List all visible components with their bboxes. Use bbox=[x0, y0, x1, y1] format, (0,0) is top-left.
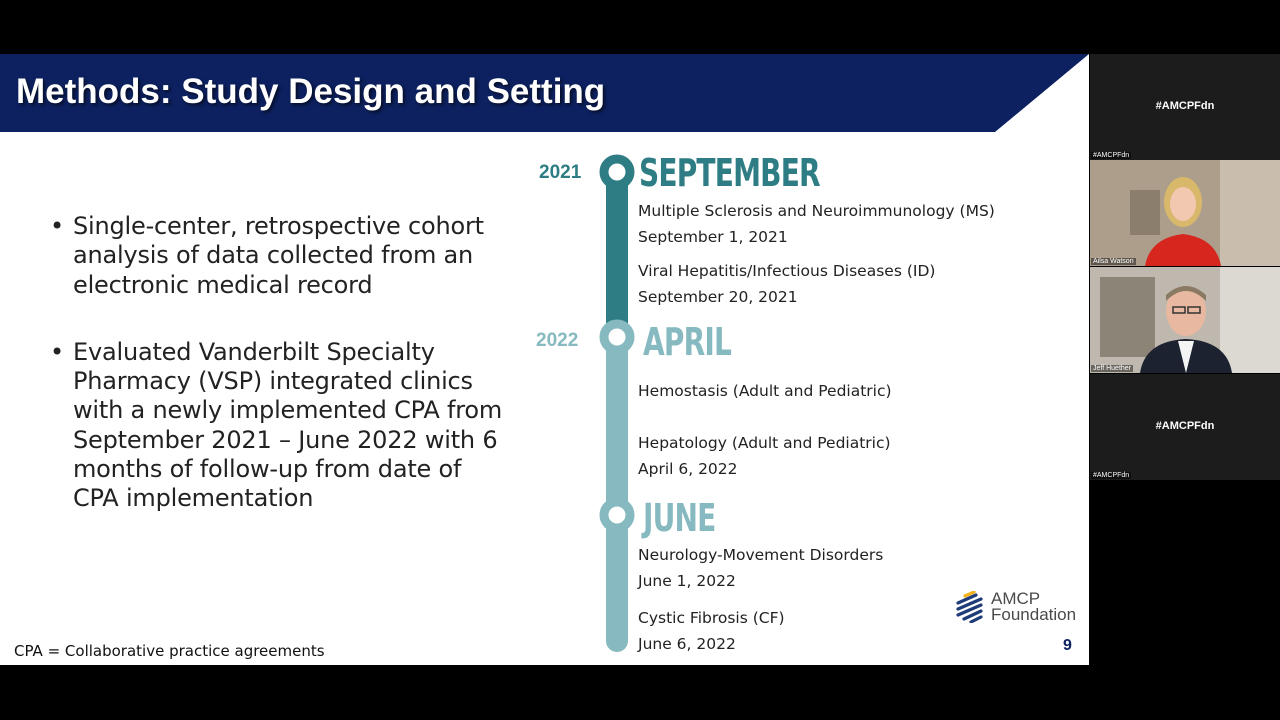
participant-tile[interactable] bbox=[1090, 374, 1280, 480]
timeline-bar bbox=[595, 152, 640, 662]
logo-line-foundation: Foundation bbox=[991, 605, 1077, 624]
bullet-text: Evaluated Vanderbilt Specialty Pharmacy (VSP) integrated clinics with a newly implemented CPA from September 2021 – June 2022 with 6 months of follow-up from date of CPA implementation bbox=[73, 337, 503, 513]
month-heading: APRIL bbox=[643, 320, 732, 364]
participant-video[interactable] bbox=[1090, 267, 1280, 373]
slide-title: Methods: Study Design and Setting bbox=[16, 72, 606, 111]
tile-hashtag: #AMCPFdn bbox=[1155, 100, 1215, 112]
clinic-name: Hemostasis (Adult and Pediatric) bbox=[638, 382, 892, 400]
participant-portrait bbox=[1090, 267, 1280, 373]
bullet-list bbox=[50, 212, 510, 552]
timeline-entry bbox=[638, 430, 891, 482]
launch-date: June 1, 2022 bbox=[638, 572, 736, 590]
bullet-marker: • bbox=[50, 337, 64, 366]
participant-panel bbox=[1090, 54, 1280, 481]
bullet-text: Single-center, retrospective cohort analysis of data collected from an electronic medical record bbox=[73, 212, 484, 299]
amcp-logo-icon bbox=[955, 591, 985, 623]
year-label: 2021 bbox=[539, 162, 582, 183]
launch-date: September 20, 2021 bbox=[638, 288, 798, 306]
timeline-entry bbox=[638, 605, 785, 657]
presentation-slide bbox=[0, 54, 1089, 665]
logo-line-amcp: AMCP bbox=[991, 589, 1041, 608]
tile-hashtag: #AMCPFdn bbox=[1155, 420, 1215, 432]
timeline-entry bbox=[638, 198, 995, 250]
participant-name: Jeff Huether bbox=[1093, 365, 1132, 372]
month-heading: JUNE bbox=[643, 496, 716, 540]
participant-tile[interactable] bbox=[1090, 54, 1280, 160]
tile-label: #AMCPFdn bbox=[1093, 472, 1130, 479]
timeline-entry bbox=[638, 378, 892, 404]
page-number: 9 bbox=[1063, 637, 1072, 654]
bullet-item bbox=[50, 212, 510, 300]
participant-name: Ailsa Watson bbox=[1093, 258, 1134, 265]
bullet-marker: • bbox=[50, 212, 64, 240]
clinic-name: Multiple Sclerosis and Neuroimmunology (MS) bbox=[638, 202, 995, 220]
clinic-name: Viral Hepatitis/Infectious Diseases (ID) bbox=[638, 262, 936, 280]
launch-date: September 1, 2021 bbox=[638, 228, 788, 246]
clinic-name: Hepatology (Adult and Pediatric) bbox=[638, 434, 891, 452]
logo-text bbox=[991, 591, 1076, 623]
timeline-node-icon bbox=[604, 324, 630, 350]
tile-label: #AMCPFdn bbox=[1093, 152, 1130, 159]
clinic-name: Cystic Fibrosis (CF) bbox=[638, 609, 785, 627]
bullet-item bbox=[50, 338, 510, 514]
timeline-node-icon bbox=[604, 159, 630, 185]
participant-portrait bbox=[1090, 160, 1280, 266]
month-heading: SEPTEMBER bbox=[639, 151, 820, 195]
participant-video[interactable] bbox=[1090, 160, 1280, 266]
launch-date: April 6, 2022 bbox=[638, 460, 738, 478]
timeline-entry bbox=[638, 542, 883, 594]
clinic-name: Neurology-Movement Disorders bbox=[638, 546, 884, 564]
timeline-node-icon bbox=[604, 502, 630, 528]
launch-date: June 6, 2022 bbox=[638, 635, 736, 653]
amcp-foundation-logo bbox=[955, 591, 1076, 623]
year-label: 2022 bbox=[536, 330, 579, 351]
footnote: CPA = Collaborative practice agreements bbox=[14, 642, 325, 660]
timeline-entry bbox=[638, 258, 935, 310]
